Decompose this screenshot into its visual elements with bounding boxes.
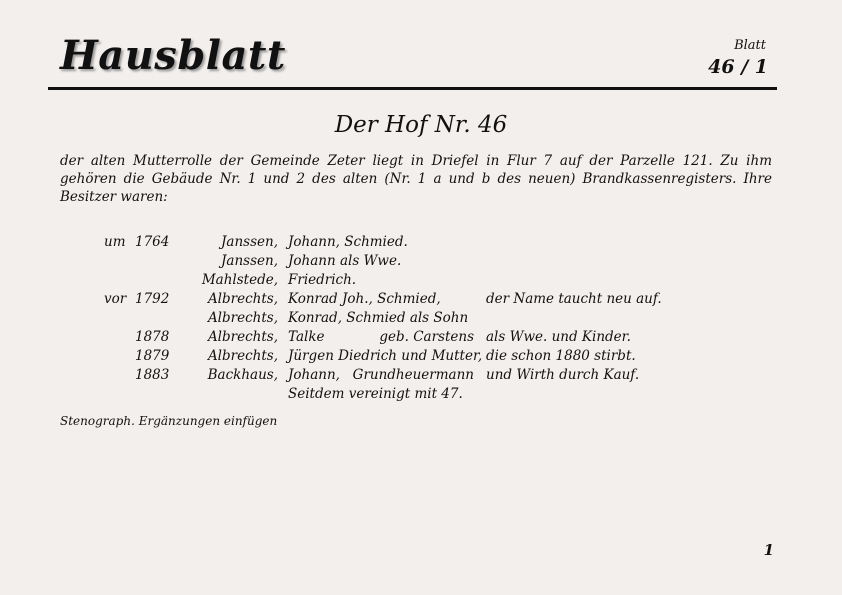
owner-surname: Janssen, <box>221 234 278 250</box>
owner-note: die schon 1880 stirbt. <box>486 348 636 364</box>
owner-year: 1883 <box>135 367 170 383</box>
owner-note: und Wirth durch Kauf. <box>486 367 640 383</box>
owner-year: 1792 <box>135 291 170 307</box>
owner-surname: Albrechts, <box>207 329 278 345</box>
owner-given: Talke <box>288 329 325 345</box>
owner-row <box>0 309 842 328</box>
intro-paragraph: der alten Mutterrolle der Gemeinde Zeter liegt in Driefel in Flur 7 auf der Parzelle 121. Zu ihm gehören die Gebäude Nr. 1 und 2 des alten (Nr. 1 a und b des neuen) Brandkassenregisters. Ihre Besitzer waren: <box>60 153 772 205</box>
owner-surname: Albrechts, <box>207 348 278 364</box>
section-heading: Der Hof Nr. 46 <box>334 112 508 138</box>
owner-surname: Mahlstede, <box>201 272 278 288</box>
page-title: Hausblatt <box>60 32 286 79</box>
owner-row <box>0 252 842 271</box>
owner-surname: Backhaus, <box>207 367 278 383</box>
owner-row <box>0 385 842 404</box>
owner-given: Konrad Joh., Schmied, <box>288 291 441 307</box>
owner-row <box>0 366 842 385</box>
owner-year: 1764 <box>135 234 170 250</box>
owner-given: Johann, Schmied. <box>288 234 408 250</box>
owner-extra: Grundheuermann <box>352 367 474 383</box>
header-divider <box>48 87 777 90</box>
page-number: 1 <box>763 541 774 559</box>
owner-year: 1879 <box>135 348 170 364</box>
owner-given: Johann, <box>288 367 340 383</box>
owner-surname: Albrechts, <box>207 291 278 307</box>
owner-surname: Albrechts, <box>207 310 278 326</box>
owner-given: Jürgen Diedrich und Mutter, <box>288 348 483 364</box>
owner-given: Konrad, Schmied als Sohn <box>288 310 469 326</box>
owner-surname: Janssen, <box>221 253 278 269</box>
owner-row <box>0 328 842 347</box>
sheet-label: Blatt <box>734 38 766 53</box>
owners-list <box>0 233 842 404</box>
owner-row <box>0 271 842 290</box>
owner-note: der Name taucht neu auf. <box>486 291 662 307</box>
footnote: Stenograph. Ergänzungen einfügen <box>60 414 278 428</box>
owner-row <box>0 290 842 309</box>
owner-given: Seitdem vereinigt mit 47. <box>288 386 463 402</box>
owner-given: Johann als Wwe. <box>288 253 402 269</box>
owner-note: als Wwe. und Kinder. <box>486 329 631 345</box>
owner-given: Friedrich. <box>288 272 357 288</box>
owner-prefix: vor <box>104 291 127 307</box>
sheet-number: 46 / 1 <box>708 56 768 78</box>
owner-row <box>0 347 842 366</box>
owner-prefix: um <box>104 234 126 250</box>
owner-extra: geb. Carstens <box>379 329 474 345</box>
owner-row <box>0 233 842 252</box>
owner-year: 1878 <box>135 329 170 345</box>
